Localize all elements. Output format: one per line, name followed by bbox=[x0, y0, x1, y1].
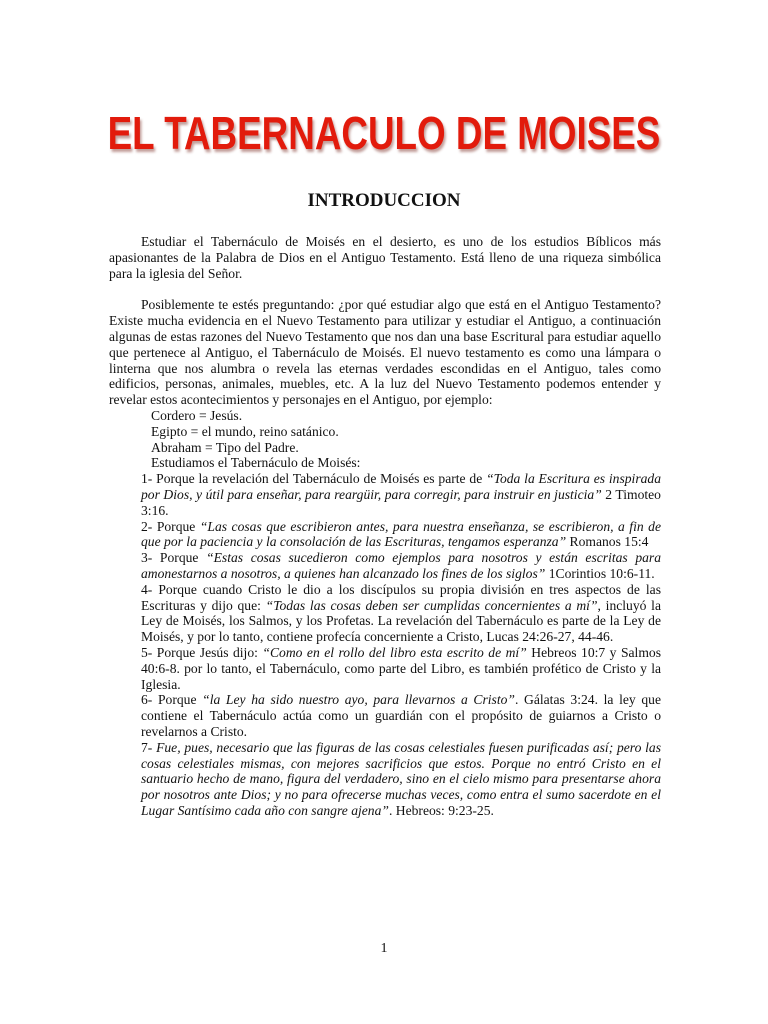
item-reference: Romanos 15:4 bbox=[566, 534, 649, 550]
document-body bbox=[109, 234, 661, 819]
item-reference: 1Corintios 10:6-11. bbox=[545, 565, 655, 581]
item-text: 3- Porque bbox=[141, 550, 207, 566]
list-item bbox=[141, 550, 661, 582]
item-quote: “Toda la Escritura es inspirada por Dios, y útil para enseñar, para reargüir, para corregir, para instruir en justicia” bbox=[141, 471, 662, 502]
paragraph-gap bbox=[109, 281, 661, 297]
item-text: 4- Porque cuando Cristo le dio a los discípulos su propia división en tres aspectos de las Escrituras y dijo que: bbox=[141, 581, 661, 613]
list-item bbox=[141, 645, 661, 692]
item-quote: “Las cosas que escribieron antes, para nuestra enseñanza, se escribieron, a fin de que por la paciencia y la consolación de las Escrituras, tengamos esperanza” bbox=[141, 518, 661, 550]
section-heading: INTRODUCCION bbox=[307, 190, 461, 211]
item-quote: “Todas las cosas deben ser cumplidas concernientes a mí” bbox=[265, 597, 598, 613]
item-quote: “Estas cosas sucedieron como ejemplos para nosotros y están escritas para amonestarnos a nosotros, a quienes han alcanzado los fines de los siglos” bbox=[141, 550, 661, 581]
item-text: 7- bbox=[141, 739, 157, 755]
list-item bbox=[141, 740, 661, 819]
item-text: 5- Porque Jesús dijo: bbox=[141, 644, 263, 660]
paragraph-intro: Estudiar el Tabernáculo de Moisés en el desierto, es uno de los estudios Bíblicos más apasionantes de la Palabra de Dios en el Antiguo Testamento. Está lleno de una riqueza simbólica para la iglesia del Señor. bbox=[109, 234, 661, 281]
example-line: Cordero = Jesús. bbox=[151, 407, 243, 423]
item-reference: . Hebreos: 9:23-25. bbox=[388, 802, 494, 818]
list-item bbox=[141, 692, 661, 739]
document-title: EL TABERNACULO DE MOISES bbox=[107, 107, 661, 159]
list-item bbox=[141, 471, 661, 518]
page-number: 1 bbox=[380, 941, 388, 956]
item-reference: 2 Timoteo 3:16. bbox=[141, 486, 661, 518]
item-reference: , incluyó la Ley de Moisés, los Salmos, y los Profetas. La revelación del Tabernáculo es parte de la Ley de Moisés, y por lo tanto, contiene profecía concerniente a Cristo, Lucas 24:26-27, 44-46. bbox=[141, 597, 661, 645]
example-line: Estudiamos el Tabernáculo de Moisés: bbox=[151, 455, 361, 471]
item-text: 2- Porque bbox=[141, 518, 200, 534]
item-text: 1- Porque la revelación del Tabernáculo de Moisés es parte de bbox=[141, 471, 487, 487]
list-item bbox=[141, 519, 661, 551]
item-reference: Hebreos 10:7 y Salmos 40:6-8. por lo tanto, el Tabernáculo, como parte del Libro, es también profético de Cristo y la Iglesia. bbox=[141, 644, 661, 692]
item-quote: Fue, pues, necesario que las figuras de las cosas celestiales fuesen purificadas así; pero las cosas celestiales mismas, con mejores sacrificios que estos. Porque no entró Cristo en el santuario hecho de mano, figura del verdadero, sino en el cielo mismo para presentarse ahora por nosotros ante Dios; y no para ofrecerse muchas veces, como entra el sumo sacerdote en el Lugar Santísimo cada año con sangre ajena” bbox=[141, 739, 661, 818]
example-line: Egipto = el mundo, reino satánico. bbox=[151, 423, 339, 439]
example-line: Abraham = Tipo del Padre. bbox=[151, 439, 299, 455]
list-item bbox=[141, 582, 661, 645]
item-text: 6- Porque bbox=[141, 692, 203, 708]
item-reference: . Gálatas 3:24. la ley que contiene el Tabernáculo actúa como un guardián con el propósito de guiarnos a Cristo o revelarnos a Cristo. bbox=[141, 692, 662, 739]
item-quote: “Como en el rollo del libro esta escrito de mí” bbox=[262, 644, 527, 660]
item-quote: “la Ley ha sido nuestro ayo, para llevarnos a Cristo” bbox=[202, 692, 515, 708]
paragraph-reasons: Posiblemente te estés preguntando: ¿por qué estudiar algo que está en el Antiguo Testamento? Existe mucha evidencia en el Nuevo Testamento para utilizar y estudiar el Antiguo, a continuación algunas de estas razones del Nuevo Testamento que nos dan una base Escritural para estudiar aquello que pertenece al Antiguo, el Tabernáculo de Moisés. El nuevo testamento es como una lámpara o linterna que nos alumbra o revela las eternas verdades escondidas en el Antiguo, tales como edificios, personas, animales, muebles, etc. A la luz del Nuevo Testamento podemos entender y revelar estos acontecimientos y personajes en el Antiguo, por ejemplo: bbox=[109, 297, 661, 408]
